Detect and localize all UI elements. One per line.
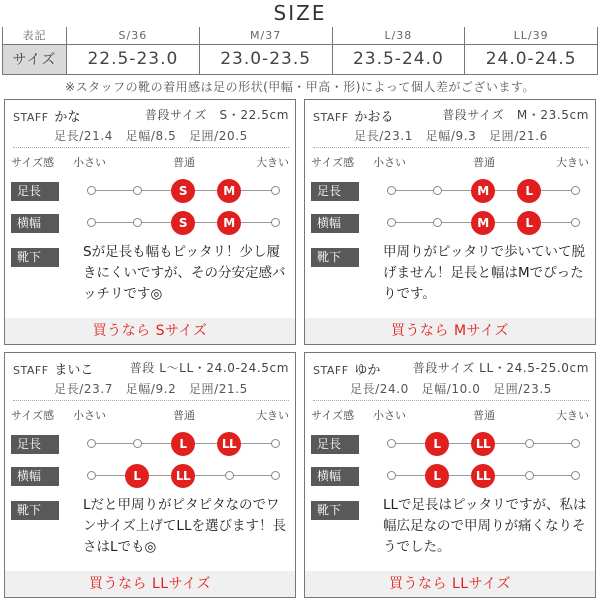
divider bbox=[313, 147, 589, 148]
scale-header bbox=[9, 407, 289, 423]
size-table-header-row bbox=[3, 27, 598, 44]
size-range-cell: 24.0-24.5 bbox=[465, 44, 598, 74]
width-tag: 横幅 bbox=[311, 214, 359, 233]
staff-comment: Sが足長も幅もピッタリ！少し履きにくいですが、その分安定感バッチリです◎ bbox=[83, 244, 286, 302]
size-mark: L bbox=[425, 464, 449, 488]
size-range-cell: 22.5-23.0 bbox=[67, 44, 200, 74]
length-scale bbox=[5, 433, 295, 455]
scale-normal-label: 普通 bbox=[473, 156, 495, 169]
width-tag: 横幅 bbox=[11, 214, 59, 233]
scale-dot bbox=[133, 186, 142, 195]
staff-header bbox=[13, 359, 289, 376]
usual-size: 普段サイズ S・22.5cm bbox=[144, 108, 289, 122]
width-scale bbox=[5, 212, 295, 234]
size-mark: L bbox=[517, 179, 541, 203]
length-tag: 足長 bbox=[11, 182, 59, 201]
length-tag: 足長 bbox=[311, 182, 359, 201]
shoes-tag: 靴下 bbox=[311, 248, 359, 267]
staff-label: STAFF bbox=[13, 111, 49, 124]
scale-dot bbox=[271, 218, 280, 227]
size-range-cell: 23.0-23.5 bbox=[199, 44, 332, 74]
scale-large-label: 大きい bbox=[256, 156, 289, 169]
recommendation: 買うなら Sサイズ bbox=[5, 318, 295, 344]
scale-dot bbox=[387, 186, 396, 195]
size-mark: M bbox=[471, 179, 495, 203]
scale-header bbox=[309, 154, 589, 170]
length-scale bbox=[305, 433, 595, 455]
divider bbox=[13, 400, 289, 401]
staff-header bbox=[313, 359, 589, 376]
size-code-cell: M/37 bbox=[199, 27, 332, 44]
divider bbox=[13, 147, 289, 148]
shoes-tag: 靴下 bbox=[11, 501, 59, 520]
size-table bbox=[2, 27, 598, 75]
staff-header bbox=[313, 106, 589, 123]
size-mark: LL bbox=[171, 464, 195, 488]
scale-dot bbox=[133, 439, 142, 448]
length-tag: 足長 bbox=[11, 435, 59, 454]
staff-card bbox=[4, 352, 296, 598]
scale-large-label: 大きい bbox=[256, 409, 289, 422]
size-mark: L bbox=[517, 211, 541, 235]
staff-comment: 甲周りがピッタリで歩いていて脱げません！足長と幅はMでぴったりです。 bbox=[383, 244, 585, 302]
size-mark: M bbox=[217, 211, 241, 235]
width-tag: 横幅 bbox=[311, 467, 359, 486]
width-tag: 横幅 bbox=[11, 467, 59, 486]
size-mark: L bbox=[171, 432, 195, 456]
recommendation: 買うなら Mサイズ bbox=[305, 318, 595, 344]
scale-dot bbox=[387, 439, 396, 448]
staff-name: かおる bbox=[354, 110, 394, 125]
size-mark: L bbox=[425, 432, 449, 456]
size-code-cell: S/36 bbox=[67, 27, 200, 44]
staff-name: かな bbox=[54, 110, 81, 125]
scale-dot bbox=[571, 186, 580, 195]
staff-name: ゆか bbox=[354, 363, 381, 378]
shoes-tag: 靴下 bbox=[11, 248, 59, 267]
scale-dot bbox=[271, 471, 280, 480]
size-table-header-label: 表記 bbox=[3, 27, 67, 44]
fit-section-label: サイズ感 bbox=[311, 409, 355, 422]
length-scale bbox=[5, 180, 295, 202]
usual-size: 普段サイズ LL・24.5-25.0cm bbox=[412, 361, 589, 375]
scale-dot bbox=[271, 186, 280, 195]
page-title: SIZE bbox=[273, 1, 327, 25]
scale-dot bbox=[271, 439, 280, 448]
divider bbox=[313, 400, 589, 401]
staff-label: STAFF bbox=[13, 364, 49, 377]
recommendation: 買うなら LLサイズ bbox=[305, 571, 595, 597]
scale-dot bbox=[433, 218, 442, 227]
fit-section-label: サイズ感 bbox=[11, 156, 55, 169]
fit-section-label: サイズ感 bbox=[11, 409, 55, 422]
foot-measurements: 足長/24.0 足幅/10.0 足囲/23.5 bbox=[349, 382, 553, 396]
foot-measurements: 足長/23.1 足幅/9.3 足囲/21.6 bbox=[354, 129, 548, 143]
scale-dot bbox=[387, 218, 396, 227]
size-code-cell: LL/39 bbox=[465, 27, 598, 44]
staff-header bbox=[13, 106, 289, 123]
staff-card bbox=[4, 99, 296, 345]
foot-measurements: 足長/23.7 足幅/9.2 足囲/21.5 bbox=[54, 382, 248, 396]
size-mark: S bbox=[171, 211, 195, 235]
scale-header bbox=[309, 407, 589, 423]
scale-dot bbox=[133, 218, 142, 227]
size-range-cell: 23.5-24.0 bbox=[332, 44, 465, 74]
staff-card bbox=[304, 99, 596, 345]
scale-header bbox=[9, 154, 289, 170]
size-mark: M bbox=[471, 211, 495, 235]
size-mark: L bbox=[125, 464, 149, 488]
scale-normal-label: 普通 bbox=[173, 156, 195, 169]
size-table-value-row bbox=[3, 44, 598, 74]
shoes-tag: 靴下 bbox=[311, 501, 359, 520]
scale-small-label: 小さい bbox=[373, 409, 406, 422]
staff-comment: LLで足長はピッタリですが、私は幅広足なので甲周りが痛くなりそうでした。 bbox=[383, 497, 587, 555]
fit-note: ※スタッフの靴の着用感は足の形状(甲幅・甲高・形)によって個人差がございます。 bbox=[65, 80, 535, 94]
length-tag: 足長 bbox=[311, 435, 359, 454]
scale-dot bbox=[225, 471, 234, 480]
scale-large-label: 大きい bbox=[556, 156, 589, 169]
scale-normal-label: 普通 bbox=[173, 409, 195, 422]
staff-label: STAFF bbox=[313, 364, 349, 377]
size-mark: S bbox=[171, 179, 195, 203]
foot-measurements: 足長/21.4 足幅/8.5 足囲/20.5 bbox=[54, 129, 248, 143]
scale-dot bbox=[571, 439, 580, 448]
scale-dot bbox=[87, 439, 96, 448]
staff-name: まいこ bbox=[54, 363, 94, 378]
scale-normal-label: 普通 bbox=[473, 409, 495, 422]
scale-dot bbox=[387, 471, 396, 480]
scale-dot bbox=[525, 471, 534, 480]
scale-small-label: 小さい bbox=[73, 156, 106, 169]
length-scale bbox=[305, 180, 595, 202]
usual-size: 普段 L～LL・24.0-24.5cm bbox=[129, 361, 289, 375]
size-mark: M bbox=[217, 179, 241, 203]
scale-dot bbox=[525, 439, 534, 448]
scale-small-label: 小さい bbox=[73, 409, 106, 422]
staff-label: STAFF bbox=[313, 111, 349, 124]
usual-size: 普段サイズ M・23.5cm bbox=[442, 108, 589, 122]
size-mark: LL bbox=[471, 432, 495, 456]
width-scale bbox=[305, 212, 595, 234]
size-table-value-label: サイズ bbox=[3, 44, 67, 74]
scale-dot bbox=[87, 471, 96, 480]
width-scale bbox=[305, 465, 595, 487]
scale-dot bbox=[87, 186, 96, 195]
staff-card bbox=[304, 352, 596, 598]
scale-large-label: 大きい bbox=[556, 409, 589, 422]
scale-dot bbox=[571, 471, 580, 480]
size-mark: LL bbox=[217, 432, 241, 456]
size-mark: LL bbox=[471, 464, 495, 488]
fit-section-label: サイズ感 bbox=[311, 156, 355, 169]
width-scale bbox=[5, 465, 295, 487]
scale-dot bbox=[571, 218, 580, 227]
scale-dot bbox=[433, 186, 442, 195]
staff-comment: Lだと甲周りがピタピタなのでワンサイズ上げてLLを選びます！長さはLでも◎ bbox=[83, 497, 286, 555]
size-code-cell: L/38 bbox=[332, 27, 465, 44]
scale-small-label: 小さい bbox=[373, 156, 406, 169]
scale-dot bbox=[87, 218, 96, 227]
recommendation: 買うなら LLサイズ bbox=[5, 571, 295, 597]
